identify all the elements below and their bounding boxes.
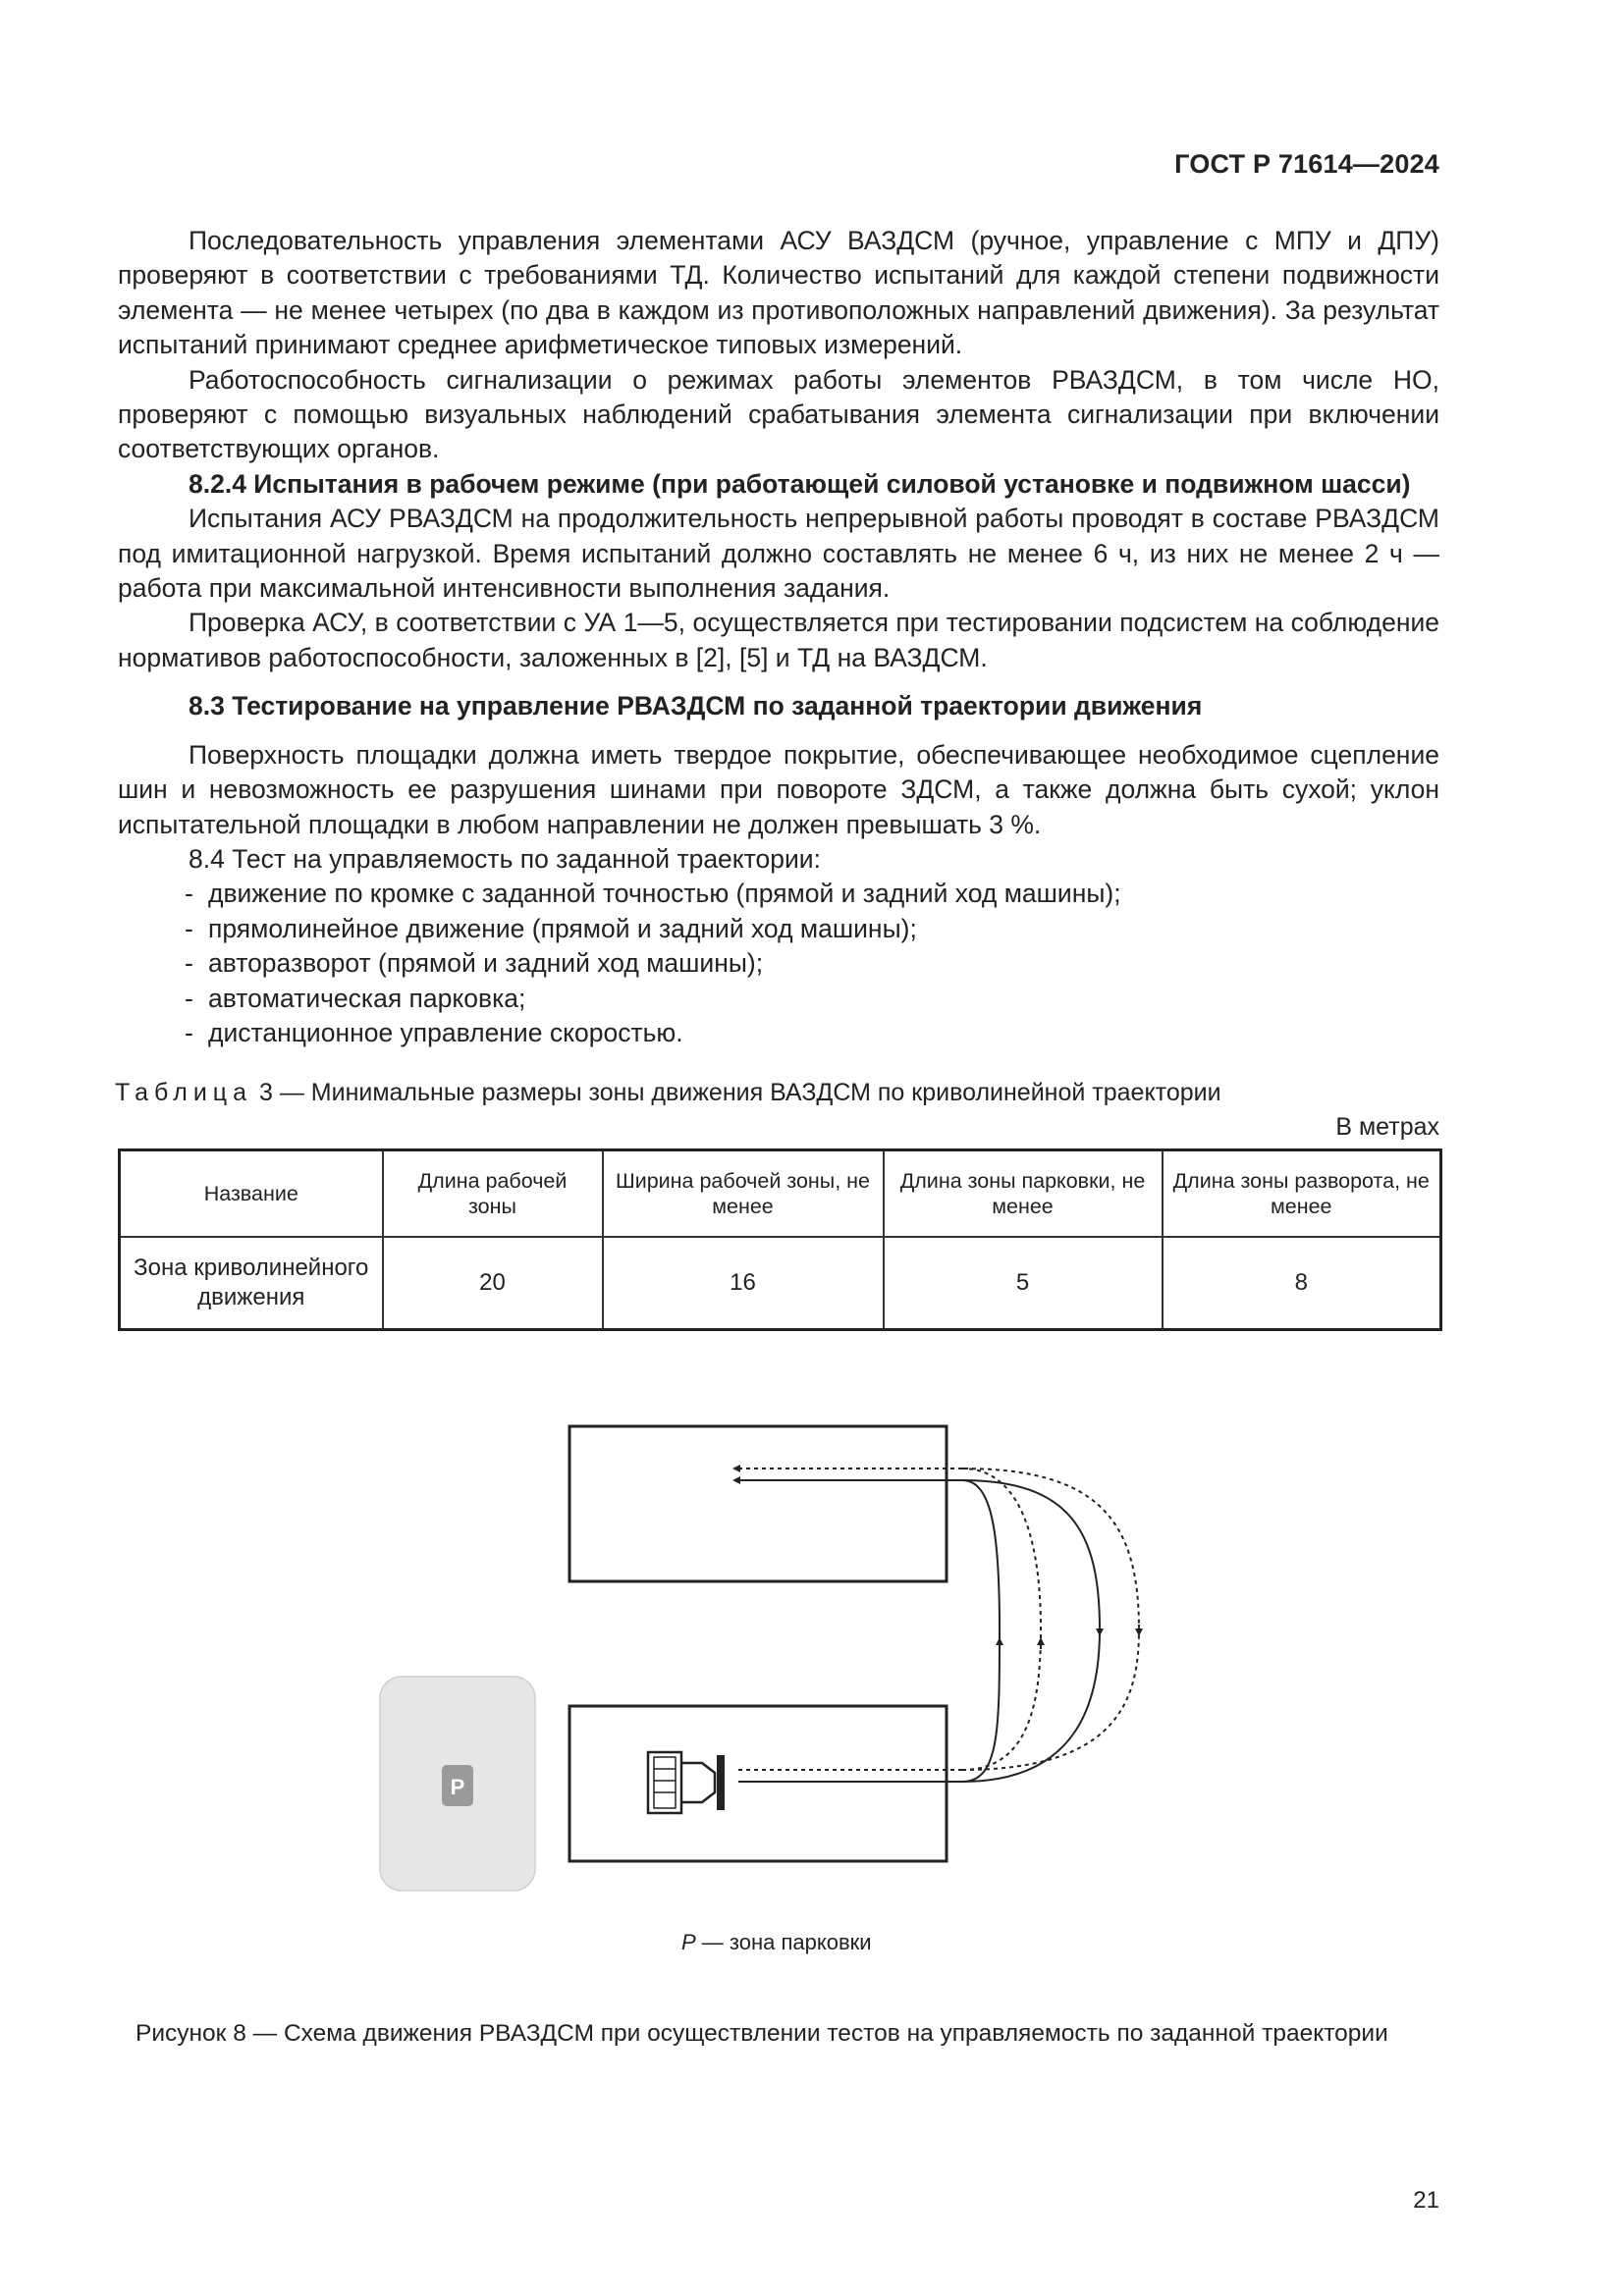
paragraph-8-4: 8.4 Тест на управляемость по заданной траектории: (189, 843, 821, 874)
table-cell: 5 (884, 1237, 1163, 1330)
paragraph-control-sequence: Последовательность управления элементами АСУ ВАЗДСМ (ручное, управление с МПУ и ДПУ) проверяют в соответствии с требованиями ТД. Количество испытаний для каждой степени подвижности элемента — не менее четырех (по два в каждом из противоположных направлений движения). За результат испытаний принимают среднее арифметическое типовых измерений. (118, 226, 1439, 360)
paragraph-signalling: Работоспособность сигнализации о режимах работы элементов РВАЗДСМ, в том числе НО, проверяют с помощью визуальных наблюдений срабатывания элемента сигнализации при включении соответствующих органов. (118, 364, 1439, 464)
list-bullet-dash: - (185, 983, 193, 1013)
table-cell: 8 (1163, 1237, 1441, 1330)
trajectory-diagram-svg (363, 1404, 1198, 1914)
table-header-cell: Ширина рабочей зоны, не менее (603, 1150, 884, 1238)
legend-symbol: Р (681, 1930, 696, 1954)
section-heading-8-2-4: 8.2.4 Испытания в рабочем режиме (при работающей силовой установке и подвижном шасси) (189, 468, 1411, 499)
list-bullet-dash: - (185, 1017, 193, 1047)
turn-curve-outer-dotted (962, 1468, 1139, 1770)
list-item: - движение по кромке с заданной точностью (прямой и задний ход машины); (118, 877, 1439, 911)
turn-curve-outer (962, 1480, 1100, 1782)
list-item: - авторазворот (прямой и задний ход машины); (118, 946, 1439, 981)
list-bullet-dash: - (185, 913, 193, 943)
table-cell-name: Зона криволинейного движения (120, 1237, 383, 1330)
figure-legend (681, 1930, 872, 1955)
table-cell: 16 (603, 1237, 884, 1330)
upper-zone-rectangle (569, 1426, 947, 1581)
paragraph-continuous-operation: Испытания АСУ РВАЗДСМ на продолжительность непрерывной работы проводят в составе РВАЗДСМ под имитационной нагрузкой. Время испытаний должно составлять не менее 6 ч, из них не менее 2 ч — работа при максимальной интенсивности выполнения задания. (118, 504, 1439, 604)
paragraph-asu-check: Проверка АСУ, в соответствии с УА 1—5, осуществляется при тестировании подсистем на соблюдение нормативов работоспособности, заложенных в [2], [5] и ТД на ВАЗДСМ. (118, 608, 1439, 672)
table-caption-text: 3 — Минимальные размеры зоны движения ВАЗДСМ по криволинейной траектории (252, 1079, 1221, 1106)
paragraph-surface: Поверхность площадки должна иметь твердое покрытие, обеспечивающее необходимое сцепление шин и невозможность ее разрушения шинами при повороте ЗДСМ, а также должна быть сухой; уклон испытательной площадки в любом направлении не должен превышать 3 %. (118, 739, 1439, 839)
table-caption (115, 1079, 1221, 1107)
table-header-row (120, 1150, 1441, 1238)
table-cell: 20 (383, 1237, 603, 1330)
list-item: - дистанционное управление скоростью. (118, 1016, 1439, 1050)
list-bullet-dash: - (185, 948, 193, 979)
table-units: В метрах (1335, 1113, 1439, 1141)
parking-sign-label: P (450, 1775, 465, 1799)
vehicle-icon (648, 1752, 725, 1813)
turn-curve-inner (962, 1480, 1000, 1782)
table-header-cell: Длина зоны парковки, не менее (884, 1150, 1163, 1238)
legend-text: — зона парковки (695, 1930, 872, 1954)
turn-curve-inner-dotted (962, 1468, 1041, 1770)
figure-caption: Рисунок 8 — Схема движения РВАЗДСМ при осуществлении тестов на управляемость по заданной траектории (135, 2020, 1388, 2047)
table-header-cell: Длина зоны разворота, не менее (1163, 1150, 1441, 1238)
list-item: - прямолинейное движение (прямой и задний ход машины); (118, 912, 1439, 946)
table-header-cell: Длина рабочей зоны (383, 1150, 603, 1238)
list-item: - автоматическая парковка; (118, 982, 1439, 1016)
body-text (118, 224, 1439, 1050)
trajectory-diagram (363, 1404, 1198, 1914)
page-number: 21 (1413, 2187, 1439, 2214)
list-bullet-dash: - (185, 879, 193, 909)
table-header-cell: Название (120, 1150, 383, 1238)
lower-zone-rectangle (569, 1706, 947, 1861)
document-standard-number: ГОСТ Р 71614—2024 (1174, 149, 1439, 179)
section-heading-8-3: 8.3 Тестирование на управление РВАЗДСМ по заданной траектории движения (189, 691, 1203, 721)
table-caption-label: Таблица (115, 1079, 253, 1106)
dimensions-table (118, 1148, 1442, 1331)
table-row (120, 1237, 1441, 1330)
